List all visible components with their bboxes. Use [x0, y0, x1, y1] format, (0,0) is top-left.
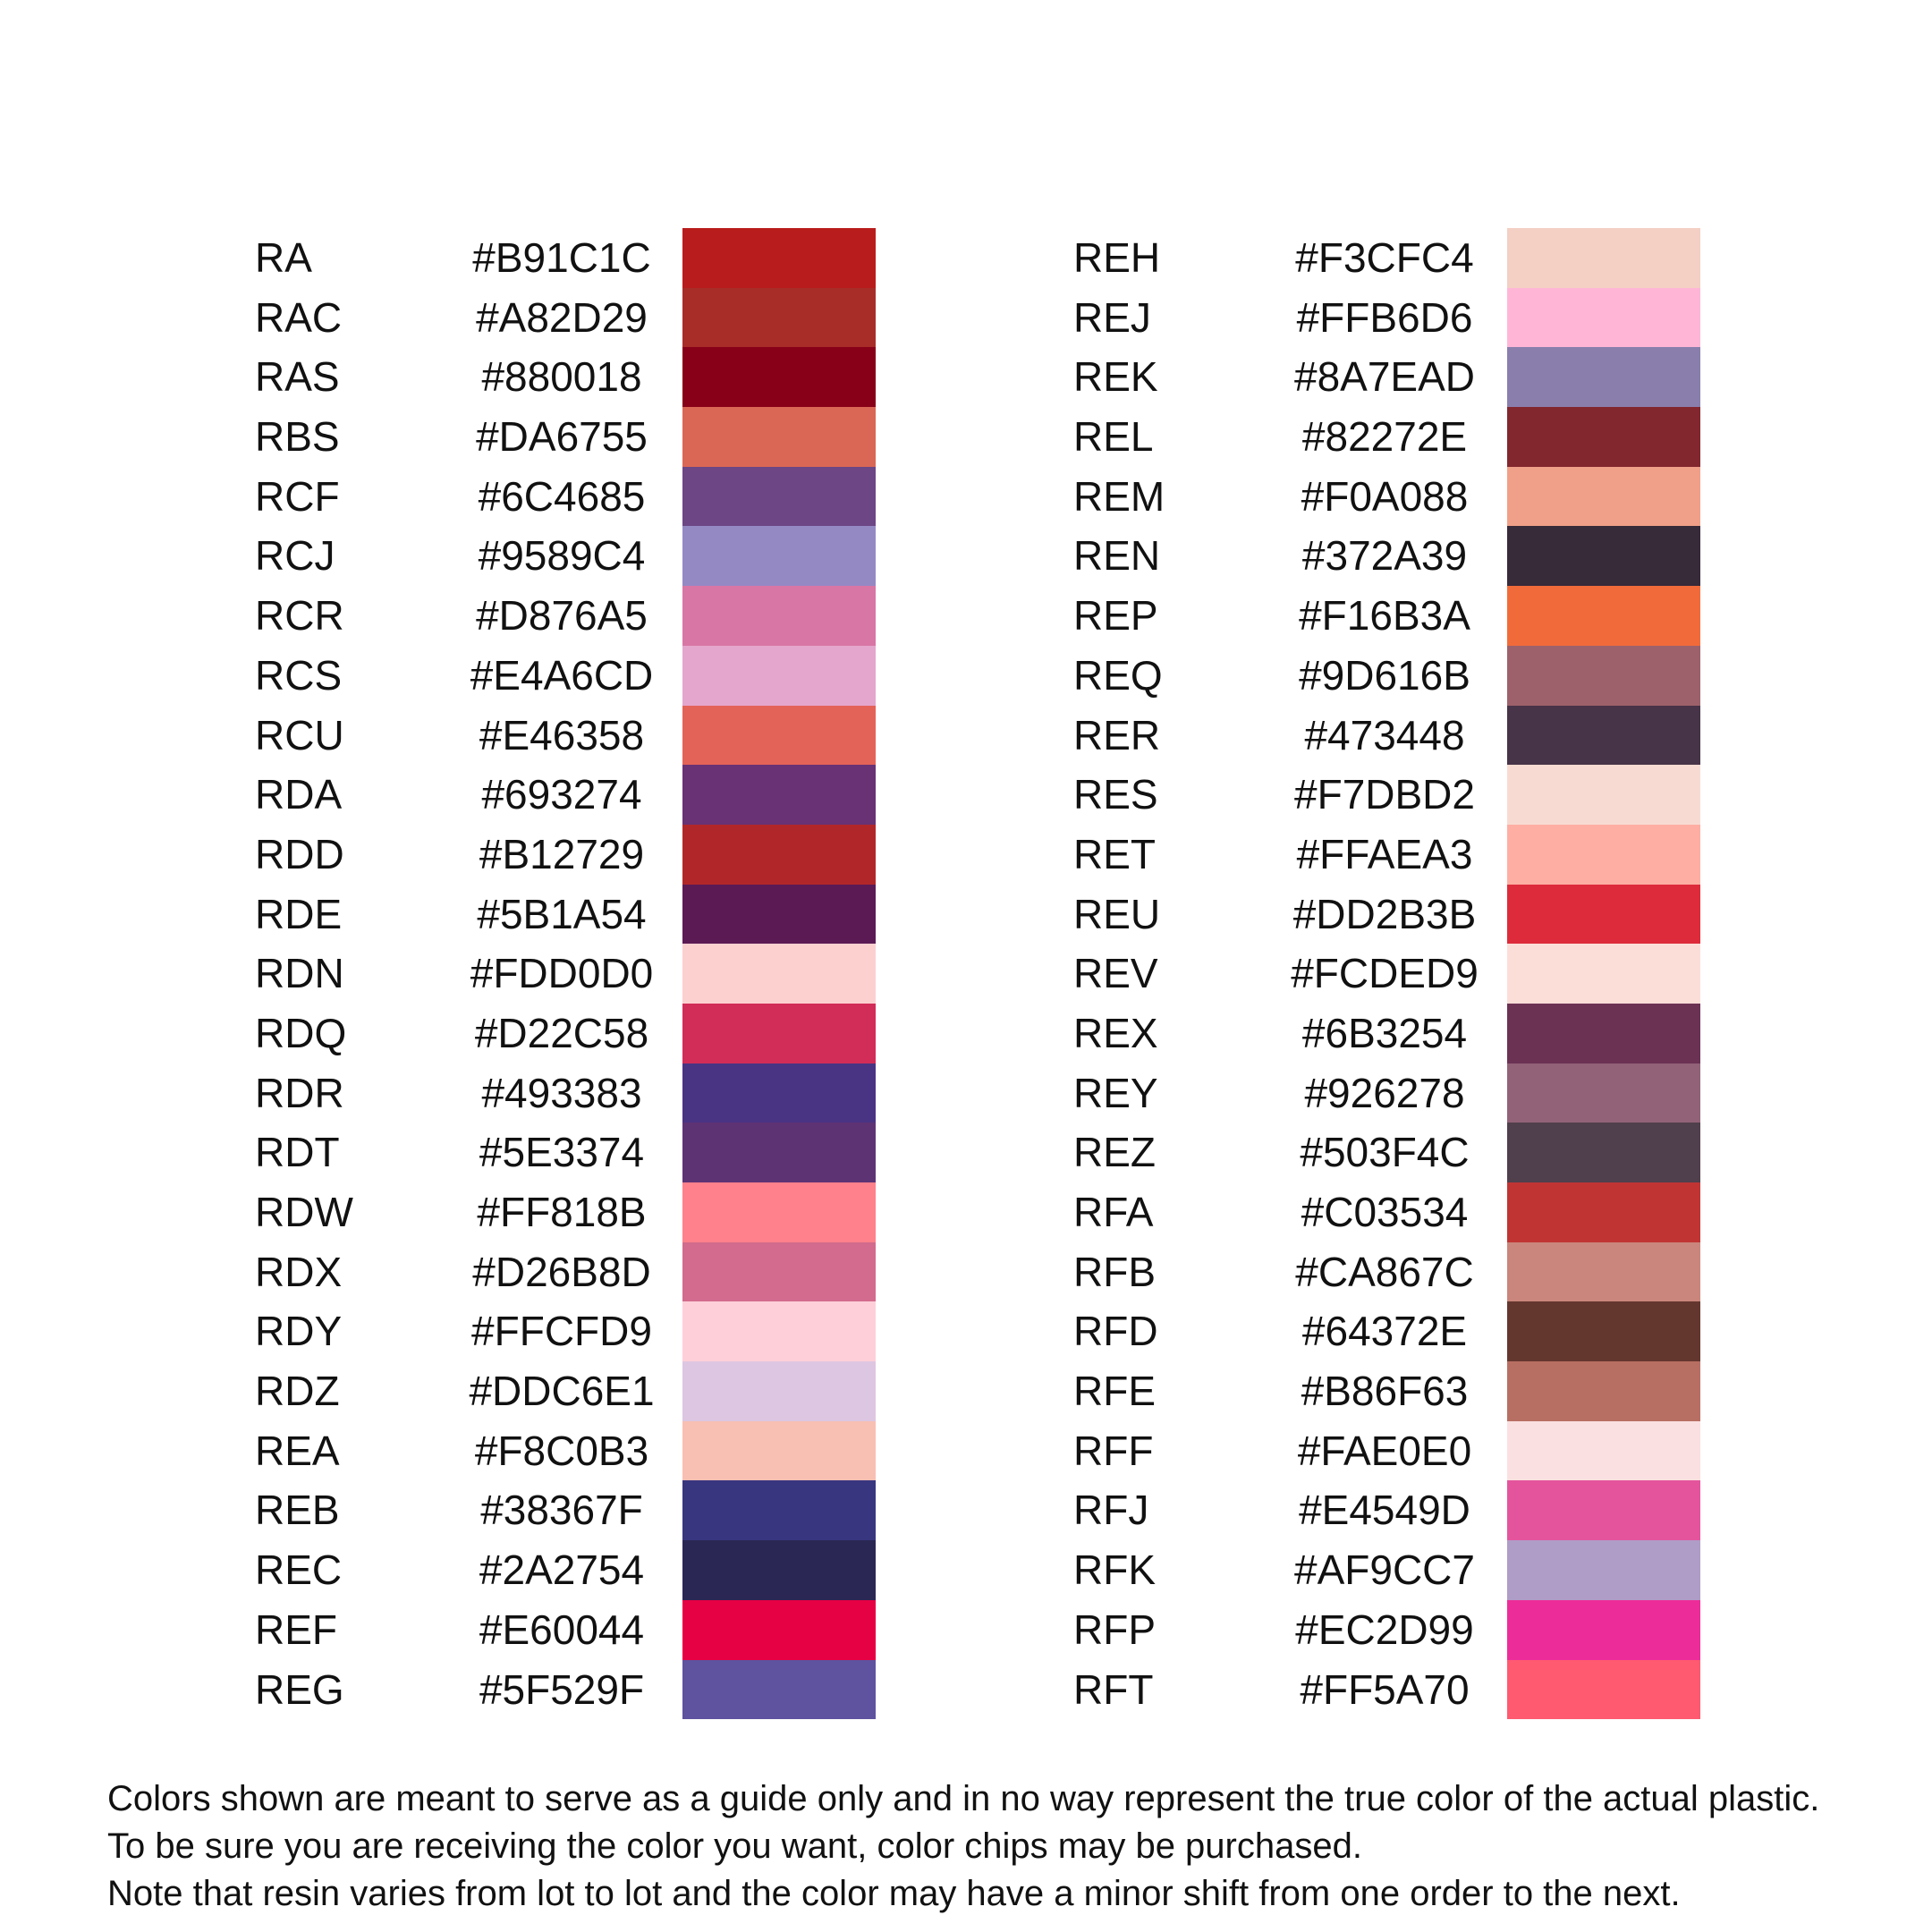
color-code: RDR: [255, 1069, 344, 1116]
color-swatch: [682, 288, 876, 348]
color-swatch: [1507, 885, 1700, 945]
color-code: REK: [1073, 353, 1158, 401]
color-swatch: [1507, 467, 1700, 527]
hex-value: #F0A088: [1301, 472, 1469, 520]
hex-value: #82272E: [1301, 413, 1468, 461]
color-code: RFT: [1073, 1665, 1154, 1713]
color-swatch: [1507, 407, 1700, 467]
color-code: RES: [1073, 771, 1158, 818]
color-swatch: [1507, 1600, 1700, 1660]
color-code: REU: [1073, 890, 1161, 937]
hex-value: #880018: [481, 353, 642, 401]
color-swatch: [1507, 646, 1700, 706]
color-code: RCU: [255, 711, 344, 758]
color-code: REN: [1073, 532, 1161, 580]
color-code: RDZ: [255, 1368, 340, 1415]
color-swatch: [682, 1301, 876, 1361]
hex-value: #8A7EAD: [1293, 353, 1475, 401]
hex-value: #E4A6CD: [470, 651, 654, 699]
hex-value: #CA867C: [1295, 1248, 1474, 1295]
hex-value: #FDD0D0: [470, 950, 654, 997]
color-swatch: [682, 706, 876, 766]
color-code: REA: [255, 1427, 340, 1474]
color-code: RDX: [255, 1248, 343, 1295]
hex-value: #5E3374: [479, 1129, 645, 1176]
hex-value: #FFAEA3: [1296, 830, 1473, 877]
hex-value: #9D616B: [1299, 651, 1470, 699]
hex-value: #AF9CC7: [1294, 1546, 1475, 1594]
color-code: REL: [1073, 413, 1154, 461]
color-swatch: [682, 1540, 876, 1600]
color-code: RDD: [255, 830, 344, 877]
hex-value: #B86F63: [1301, 1368, 1469, 1415]
color-swatch: [1507, 1242, 1700, 1302]
color-code: RDN: [255, 950, 344, 997]
color-code: REV: [1073, 950, 1158, 997]
hex-value: #FFCFD9: [471, 1308, 652, 1355]
color-swatch: [1507, 1660, 1700, 1720]
disclaimer-line: To be sure you are receiving the color you want, color chips may be purchased.: [107, 1826, 1362, 1866]
color-swatch: [682, 1421, 876, 1481]
color-code: RFD: [1073, 1308, 1158, 1355]
hex-value: #F7DBD2: [1294, 771, 1475, 818]
color-code: REQ: [1073, 651, 1163, 699]
disclaimer: [107, 1775, 1896, 1918]
color-code: RDT: [255, 1129, 340, 1176]
color-swatch: [1507, 1361, 1700, 1421]
color-swatch: [1507, 825, 1700, 885]
color-swatch: [1507, 1182, 1700, 1242]
color-swatch: [682, 407, 876, 467]
hex-value: #DD2B3B: [1292, 890, 1477, 937]
color-code: RCR: [255, 592, 344, 640]
hex-value: #503F4C: [1300, 1129, 1470, 1176]
hex-value: #E60044: [479, 1606, 645, 1653]
color-swatch: [682, 1182, 876, 1242]
color-code: REH: [1073, 234, 1161, 281]
color-code: REG: [255, 1665, 344, 1713]
color-swatch: [682, 467, 876, 527]
hex-value: #5B1A54: [477, 890, 647, 937]
color-swatch: [682, 1242, 876, 1302]
color-code: RCF: [255, 472, 340, 520]
color-swatch: [682, 347, 876, 407]
color-swatch: [682, 825, 876, 885]
disclaimer-line: Colors shown are meant to serve as a guide only and in no way represent the true color of the actual plastic.: [107, 1779, 1820, 1818]
color-swatch: [682, 586, 876, 646]
hex-value: #D876A5: [476, 592, 648, 640]
color-code: RFJ: [1073, 1487, 1149, 1534]
color-swatch: [682, 765, 876, 825]
color-swatch: [682, 526, 876, 586]
hex-value: #6B3254: [1301, 1009, 1468, 1056]
hex-value: #B12729: [479, 830, 645, 877]
color-swatch: [1507, 1480, 1700, 1540]
color-code: RA: [255, 234, 312, 281]
color-code: REJ: [1073, 293, 1151, 341]
hex-value: #9589C4: [478, 532, 646, 580]
color-code: REY: [1073, 1069, 1158, 1116]
color-code: REP: [1073, 592, 1158, 640]
hex-value: #EC2D99: [1295, 1606, 1474, 1653]
color-swatch: [1507, 526, 1700, 586]
color-swatch: [1507, 1063, 1700, 1123]
hex-value: #372A39: [1301, 532, 1468, 580]
color-swatch: [682, 885, 876, 945]
color-code: RDY: [255, 1308, 343, 1355]
hex-value: #F16B3A: [1299, 592, 1470, 640]
hex-value: #A82D29: [476, 293, 648, 341]
hex-value: #F8C0B3: [474, 1427, 649, 1474]
color-code: REM: [1073, 472, 1165, 520]
hex-value: #473448: [1304, 711, 1465, 758]
color-code: RDQ: [255, 1009, 347, 1056]
hex-value: #DDC6E1: [469, 1368, 655, 1415]
color-swatch: [682, 1004, 876, 1063]
color-code: RBS: [255, 413, 340, 461]
color-code: REC: [255, 1546, 343, 1594]
color-swatch: [1507, 586, 1700, 646]
color-code: REF: [255, 1606, 337, 1653]
hex-value: #FCDED9: [1291, 950, 1479, 997]
color-code: REZ: [1073, 1129, 1156, 1176]
hex-value: #2A2754: [479, 1546, 645, 1594]
hex-value: #E46358: [479, 711, 645, 758]
color-code: RAC: [255, 293, 343, 341]
color-swatch: [682, 1600, 876, 1660]
color-swatch: [1507, 1004, 1700, 1063]
color-code: RDA: [255, 771, 343, 818]
color-swatch: [1507, 228, 1700, 288]
hex-value: #926278: [1304, 1069, 1465, 1116]
hex-value: #D26B8D: [472, 1248, 651, 1295]
color-code: RFF: [1073, 1427, 1154, 1474]
hex-value: #6C4685: [478, 472, 646, 520]
disclaimer-line: Note that resin varies from lot to lot and the color may have a minor shift from one order to the next.: [107, 1874, 1681, 1913]
hex-value: #E4549D: [1299, 1487, 1470, 1534]
color-code: RCJ: [255, 532, 335, 580]
color-code: RCS: [255, 651, 343, 699]
color-code: RDW: [255, 1189, 353, 1235]
color-swatch: [1507, 765, 1700, 825]
color-swatch: [1507, 1421, 1700, 1481]
hex-value: #F3CFC4: [1295, 234, 1474, 281]
hex-value: #D22C58: [474, 1009, 649, 1056]
color-swatch: [1507, 1301, 1700, 1361]
color-swatch: [1507, 347, 1700, 407]
color-code: RFA: [1073, 1189, 1154, 1235]
color-code: RFE: [1073, 1368, 1156, 1415]
color-swatch: [1507, 1123, 1700, 1182]
hex-value: #FF818B: [477, 1189, 647, 1235]
color-swatch: [682, 1480, 876, 1540]
color-swatch: [682, 228, 876, 288]
hex-value: #DA6755: [476, 413, 648, 461]
color-swatch: [1507, 288, 1700, 348]
hex-value: #FFB6D6: [1296, 293, 1473, 341]
color-code: RAS: [255, 353, 340, 401]
color-swatch: [682, 944, 876, 1004]
color-code: RER: [1073, 711, 1161, 758]
color-swatch: [1507, 944, 1700, 1004]
color-swatch: [682, 1660, 876, 1720]
color-swatch: [682, 646, 876, 706]
color-swatch: [1507, 706, 1700, 766]
hex-value: #64372E: [1301, 1308, 1468, 1355]
hex-value: #FAE0E0: [1297, 1427, 1472, 1474]
hex-value: #693274: [481, 771, 642, 818]
hex-value: #B91C1C: [472, 234, 651, 281]
hex-value: #493383: [481, 1069, 642, 1116]
color-code: RFB: [1073, 1248, 1156, 1295]
color-swatch: [682, 1123, 876, 1182]
color-code: RET: [1073, 830, 1156, 877]
color-code: RFK: [1073, 1546, 1156, 1594]
color-swatch: [682, 1063, 876, 1123]
color-code: REB: [255, 1487, 340, 1534]
hex-value: #38367F: [480, 1487, 643, 1534]
hex-value: #C03534: [1301, 1189, 1469, 1235]
hex-value: #5F529F: [479, 1665, 645, 1713]
color-code: RFP: [1073, 1606, 1156, 1653]
color-swatch: [682, 1361, 876, 1421]
color-code: REX: [1073, 1009, 1158, 1056]
hex-value: #FF5A70: [1300, 1665, 1470, 1713]
color-swatch: [1507, 1540, 1700, 1600]
color-code: RDE: [255, 890, 343, 937]
